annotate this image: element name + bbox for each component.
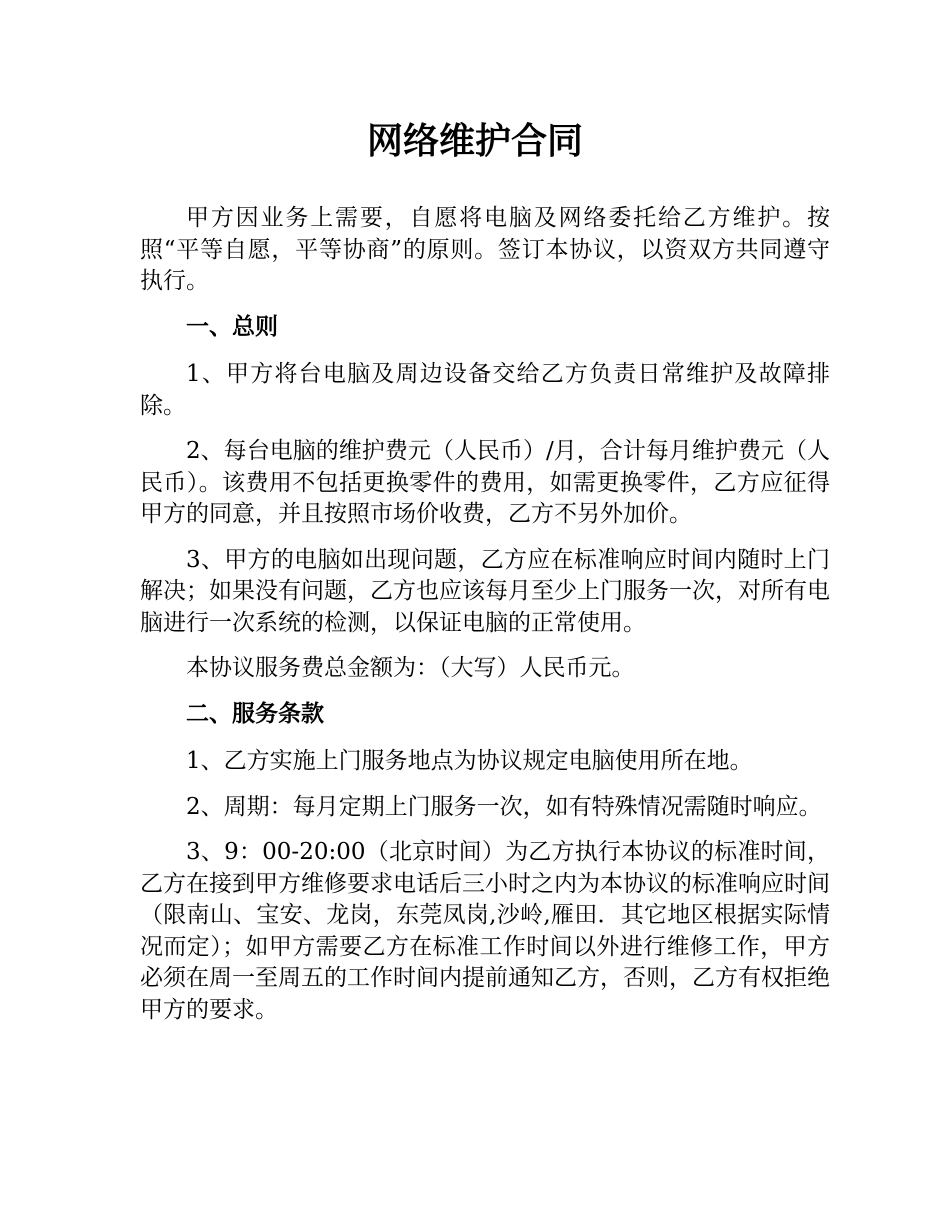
document-title: 网络维护合同 [366, 121, 583, 162]
section-heading-general: 一、总则 [186, 313, 278, 340]
section-heading-service-terms: 二、服务条款 [186, 700, 324, 727]
total-fee-paragraph: 本协议服务费总金额为：（大写）人民币元。 [186, 655, 635, 681]
service-clause-1: 1、乙方实施上门服务地点为协议规定电脑使用所在地。 [186, 748, 753, 774]
general-clause-2: 2、每台电脑的维护费元（人民币）/月，合计每月维护费元（人民币）。该费用不包括更换零件的费用，如需更换零件，乙方应征得甲方的同意，并且按照市场价收费，乙方不另外加价。 [140, 438, 830, 527]
service-clause-3: 3、9：00-20:00（北京时间）为乙方执行本协议的标准时间，乙方在接到甲方维修要求电话后三小时之内为本协议的标准响应时间（限南山、宝安、龙岗，东莞凤岗,沙岭,雁田．其它地区根据实际情况而定）；如甲方需要乙方在标准工作时间以外进行维修工作，甲方必须在周一至周五的工作时间内提前通知乙方，否则，乙方有权拒绝甲方的要求。 [140, 839, 830, 1023]
intro-paragraph: 甲方因业务上需要，自愿将电脑及网络委托给乙方维护。按照“平等自愿，平等协商”的原则。签订本协议，以资双方共同遵守执行。 [140, 205, 830, 294]
document-body [140, 203, 830, 1040]
general-clause-3: 3、甲方的电脑如出现问题，乙方应在标准响应时间内随时上门解决；如果没有问题，乙方也应该每月至少上门服务一次，对所有电脑进行一次系统的检测，以保证电脑的正常使用。 [140, 546, 830, 636]
service-clause-2: 2、周期：每月定期上门服务一次，如有特殊情况需随时响应。 [186, 793, 822, 820]
general-clause-1: 1、甲方将台电脑及周边设备交给乙方负责日常维护及故障排除。 [140, 361, 830, 419]
